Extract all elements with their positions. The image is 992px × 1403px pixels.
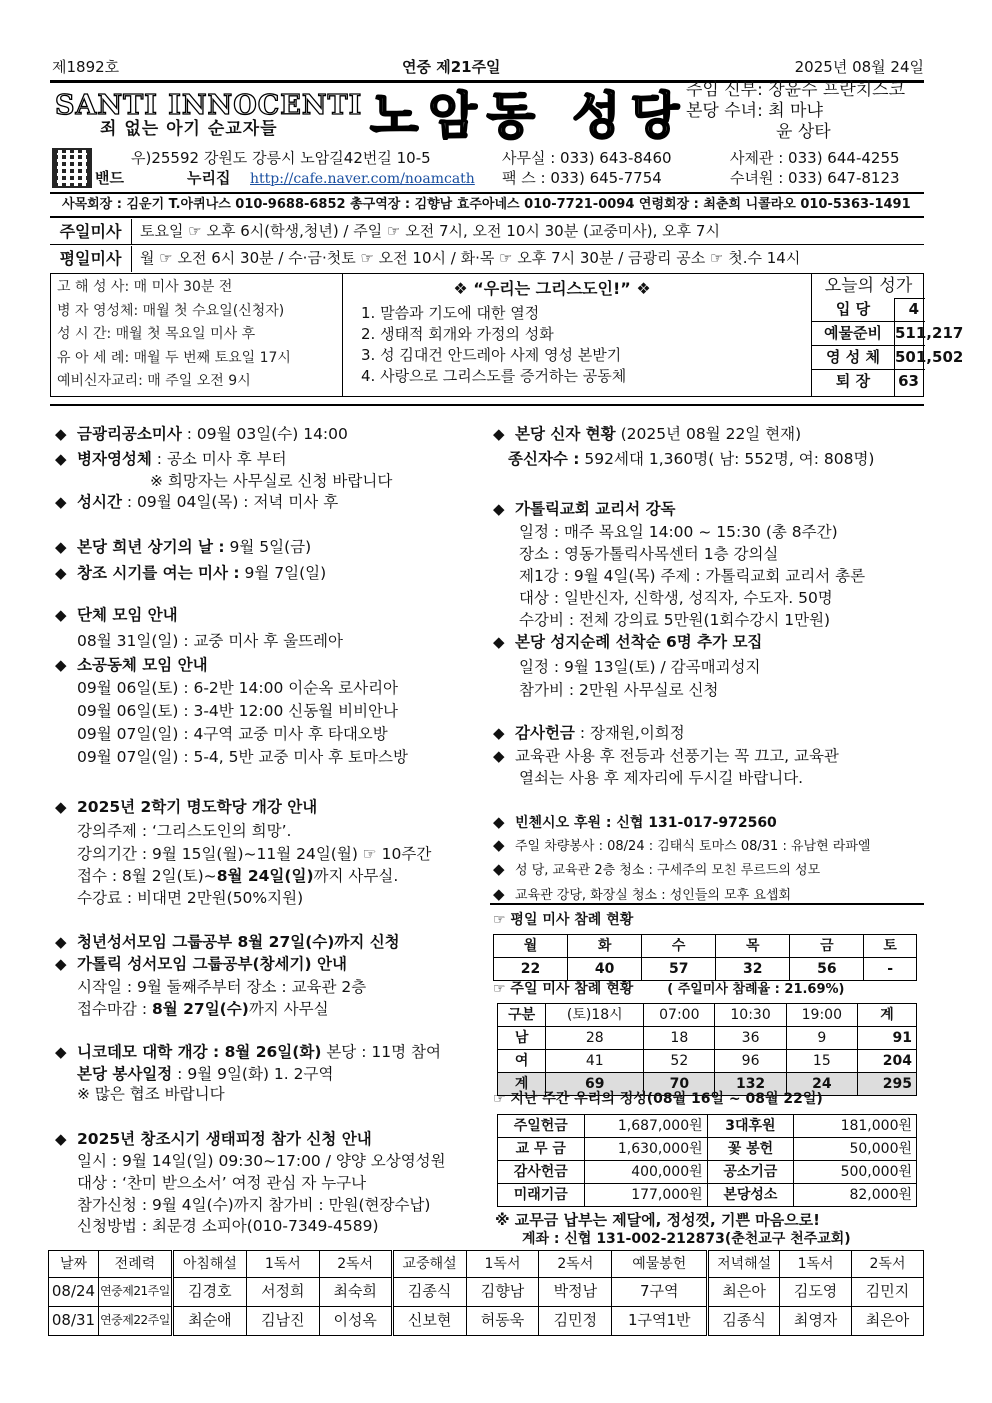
qr-code-icon[interactable] bbox=[52, 148, 92, 188]
notice-title: 가톨릭교회 교리서 강독 bbox=[515, 500, 676, 518]
sacrament-schedule bbox=[51, 274, 343, 396]
table-cell: 181,000원 bbox=[794, 1115, 917, 1138]
table-cell: 최은아 bbox=[852, 1307, 924, 1336]
schedule-line: 고 해 성 사: 매 미사 30분 전 bbox=[57, 279, 233, 295]
table-cell: 김민정 bbox=[539, 1307, 612, 1336]
notice-line: 수강비 : 전체 강의료 5만원(1회수강시 1만원) bbox=[519, 611, 831, 629]
notice-text: 접수마감 : bbox=[77, 1000, 152, 1018]
notice-note: ※ 희망자는 사무실로 신청 바랍니다 bbox=[150, 472, 393, 490]
motto-line: 1. 말씀과 기도에 대한 열정 bbox=[361, 304, 540, 322]
table-cell: 주일헌금 bbox=[498, 1115, 585, 1138]
masthead-top bbox=[52, 58, 924, 80]
hymn-key: 예물준비 bbox=[811, 322, 895, 346]
table-row bbox=[498, 1004, 917, 1027]
table-cell: 이성옥 bbox=[319, 1307, 392, 1336]
table-header: 구분 bbox=[498, 1004, 546, 1027]
table-cell: 7구역 bbox=[612, 1278, 708, 1307]
schedule-line: 예비신자교리: 매 주일 오전 9시 bbox=[57, 373, 251, 389]
table-cell: 여 bbox=[498, 1050, 546, 1073]
diamond-icon: ◆ bbox=[493, 885, 505, 903]
sunday-mass-row bbox=[50, 219, 924, 245]
notice-title: 본당 신자 현황 bbox=[515, 425, 616, 443]
hymn-row bbox=[763, 370, 925, 396]
notice-line: 09월 06일(토) : 6-2반 14:00 이순옥 로사리아 bbox=[77, 679, 399, 697]
table-cell: 15 bbox=[786, 1050, 857, 1073]
hymn-value: 511,217 bbox=[895, 322, 925, 346]
table-row bbox=[498, 1050, 917, 1073]
notice-title: 단체 모임 안내 bbox=[77, 606, 178, 624]
notice-text: 접수 : 8월 2일(토)~ bbox=[77, 867, 217, 885]
notice-line: 열쇠는 사용 후 제자리에 두시길 바랍니다. bbox=[519, 769, 804, 787]
hymn-value: 63 bbox=[898, 372, 919, 390]
pastor-name: 주임 신부: 장윤수 프란치스코 bbox=[686, 80, 906, 100]
schedule-line: 유 아 세 례: 매월 두 번째 토요일 17시 bbox=[57, 349, 291, 366]
table-cell: 최영자 bbox=[780, 1307, 852, 1336]
table-cell: 132 bbox=[715, 1073, 786, 1096]
diamond-icon: ◆ bbox=[493, 500, 505, 518]
table-cell: 9 bbox=[786, 1027, 857, 1050]
table-cell: 1구역1반 bbox=[612, 1307, 708, 1336]
table-cell: 32 bbox=[716, 958, 790, 981]
diamond-icon: ◆ bbox=[493, 724, 505, 742]
notice-text: 성 당, 교육관 2층 청소 : 구세주의 모친 루르드의 성모 bbox=[515, 863, 821, 878]
diamond-icon: ◆ bbox=[55, 1130, 67, 1148]
notice-text: 교육관 사용 후 전등과 선풍기는 꼭 끄고, 교육관 bbox=[515, 747, 839, 765]
table-cell: 박정남 bbox=[539, 1278, 612, 1307]
notice-title: 성시간 bbox=[77, 493, 122, 511]
table-cell: 18 bbox=[644, 1027, 715, 1050]
notice-title: 본당 희년 상기의 날 : bbox=[77, 538, 225, 556]
section-divider bbox=[50, 404, 924, 406]
table-header: 07:00 bbox=[644, 1004, 715, 1027]
homepage-label: 누리집 bbox=[187, 169, 231, 187]
liturgical-week: 연중 제21주일 bbox=[402, 58, 501, 76]
hymn-value: 4 bbox=[895, 298, 925, 322]
table-cell: 미래기금 bbox=[498, 1184, 585, 1207]
homepage-link[interactable]: http://cafe.naver.com/noamcath bbox=[250, 171, 475, 187]
table-cell: 1,630,000원 bbox=[584, 1138, 707, 1161]
table-cell: 177,000원 bbox=[584, 1184, 707, 1207]
convent-tel: 수녀원 : 033) 647-8123 bbox=[730, 169, 900, 187]
table-cell: 김향남 bbox=[466, 1278, 539, 1307]
notice-text: 592세대 1,360명( 남: 552명, 여: 808명) bbox=[579, 450, 875, 468]
weekday-attendance-table bbox=[493, 934, 917, 981]
notice-line bbox=[55, 865, 398, 887]
table-row bbox=[498, 1161, 917, 1184]
motto-title: ❖ “우리는 그리스도인!” ❖ bbox=[453, 279, 651, 298]
notice-title: 창조 시기를 여는 미사 : bbox=[77, 564, 240, 582]
sunday-attendance-table bbox=[497, 1003, 917, 1096]
table-cell: 서정희 bbox=[246, 1278, 319, 1307]
table-cell: 69 bbox=[546, 1073, 644, 1096]
table-cell: 41 bbox=[546, 1050, 644, 1073]
notice-line: 시작일 : 9월 둘째주부터 장소 : 교육관 2층 bbox=[77, 978, 367, 996]
notice-thanks-offering bbox=[493, 722, 685, 744]
notice-title: 병자영성체 bbox=[77, 450, 152, 468]
table-cell: 연중제21주일 bbox=[98, 1278, 172, 1307]
council-contacts: 사목회장 : 김운기 T.아퀴나스 010-9688-6852 총구역장 : 김향남 효주아네스 010-7721-0094 연령회장 : 최춘희 니콜라오 010-5363-1491 bbox=[50, 192, 924, 218]
table-cell: 22 bbox=[494, 958, 568, 981]
table-cell: 57 bbox=[642, 958, 716, 981]
table-cell: 김민지 bbox=[852, 1278, 924, 1307]
hymn-key: 퇴 장 bbox=[811, 370, 895, 396]
finance-table bbox=[497, 1114, 917, 1207]
attendance-rate: ( 주일미사 참례율 : 21.69%) bbox=[667, 982, 845, 997]
notice-line: 신청방법 : 최문경 소피아(010-7349-4589) bbox=[77, 1217, 379, 1235]
diamond-icon: ◆ bbox=[55, 606, 67, 624]
table-cell: 295 bbox=[857, 1073, 916, 1096]
table-cell: 공소기금 bbox=[707, 1161, 794, 1184]
table-cell: 남 bbox=[498, 1027, 546, 1050]
info-box bbox=[50, 273, 964, 397]
finance-title: ☞ 지난 주간 우리의 정성(08월 16일 ~ 08월 22일) bbox=[493, 1091, 823, 1107]
sunday-mass-times: 토요일 ☞ 오후 6시(학생,청년) / 주일 ☞ 오전 7시, 오전 10시 30분 (교중미사), 오후 7시 bbox=[140, 222, 720, 240]
table-cell: 허동욱 bbox=[466, 1307, 539, 1336]
motto-line: 3. 성 김대건 안드레아 사제 영성 본받기 bbox=[361, 346, 622, 364]
diamond-icon: ◆ bbox=[493, 425, 505, 443]
church-title: 노암동 성당 bbox=[370, 87, 689, 145]
table-row bbox=[498, 1027, 917, 1050]
table-header: 1독서 bbox=[246, 1251, 319, 1278]
diamond-icon: ◆ bbox=[55, 538, 67, 556]
notice-value: 본당 : 11명 참여 bbox=[321, 1043, 441, 1061]
nun-name-1: 본당 수녀: 최 마냐 bbox=[686, 101, 823, 121]
notice-bible-group bbox=[55, 953, 347, 975]
band-link[interactable]: 밴드 bbox=[95, 169, 124, 187]
table-cell: 최은아 bbox=[708, 1278, 780, 1307]
notice-line bbox=[508, 448, 874, 470]
hymn-key: 입 당 bbox=[811, 298, 895, 322]
table-cell: 204 bbox=[857, 1050, 916, 1073]
table-header: 날짜 bbox=[49, 1251, 99, 1278]
notice-title: 2025년 2학기 명도학당 개강 안내 bbox=[77, 798, 318, 816]
weekday-mass-row bbox=[50, 246, 924, 272]
diamond-icon: ◆ bbox=[493, 633, 505, 651]
table-cell: 400,000원 bbox=[584, 1161, 707, 1184]
notice-pilgrimage bbox=[493, 631, 762, 653]
logo-subtitle: 죄 없는 아기 순교자들 bbox=[100, 119, 278, 139]
address: 우)25592 강원도 강릉시 노암길42번길 10-5 bbox=[131, 149, 431, 167]
notice-line: 제1강 : 9월 4일(목) 주제 : 가톨릭교회 교리서 총론 bbox=[519, 567, 866, 585]
table-cell: 82,000원 bbox=[794, 1184, 917, 1207]
notice-line: 일정 : 9월 13일(토) / 감곡매괴성지 bbox=[519, 658, 761, 676]
table-cell: 3대후원 bbox=[707, 1115, 794, 1138]
schedule-line: 병 자 영성체: 매월 첫 수요일(신청자) bbox=[57, 302, 285, 319]
table-header: 화 bbox=[568, 935, 642, 958]
notice-parishioners bbox=[493, 423, 801, 445]
table-header: 전례력 bbox=[98, 1251, 172, 1278]
notice-line bbox=[55, 998, 329, 1020]
motto-line: 2. 생태적 회개와 가정의 성화 bbox=[361, 325, 554, 343]
table-cell: 김도영 bbox=[780, 1278, 852, 1307]
table-header: 10:30 bbox=[715, 1004, 786, 1027]
hymn-value: 501,502 bbox=[895, 346, 925, 370]
notice-building-use bbox=[493, 745, 839, 767]
diamond-icon: ◆ bbox=[493, 747, 505, 765]
table-header: (토)18시 bbox=[546, 1004, 644, 1027]
table-header: 2독서 bbox=[319, 1251, 392, 1278]
notice-line: 09월 06일(토) : 3-4반 12:00 신동월 비비안나 bbox=[77, 702, 399, 720]
diamond-icon: ◆ bbox=[493, 860, 505, 878]
rectory-tel: 사제관 : 033) 644-4255 bbox=[730, 149, 900, 167]
table-cell: 계 bbox=[498, 1073, 546, 1096]
table-cell: 52 bbox=[644, 1050, 715, 1073]
notice-holy-hour bbox=[55, 491, 338, 513]
table-cell: 08/31 bbox=[49, 1307, 99, 1336]
notice-car-service bbox=[493, 834, 870, 858]
notice-text-bold: 8월 27일(수) bbox=[151, 1000, 249, 1018]
table-cell: 김남진 bbox=[246, 1307, 319, 1336]
notice-line: 일정 : 매주 목요일 14:00 ~ 15:30 (총 8주간) bbox=[519, 523, 838, 541]
diamond-icon: ◆ bbox=[55, 564, 67, 582]
table-header: 예물봉헌 bbox=[612, 1251, 708, 1278]
notice-nicodemus bbox=[55, 1041, 441, 1063]
contact-row-1 bbox=[95, 149, 925, 169]
notice-text: : 9월 9일(화) 1. 2구역 bbox=[172, 1065, 334, 1083]
diamond-icon: ◆ bbox=[493, 813, 505, 831]
notice-text-bold: 종신자수 : bbox=[508, 450, 580, 468]
hymn-title: 오늘의 성가 bbox=[811, 274, 925, 299]
notice-title: 소공동체 모임 안내 bbox=[77, 656, 208, 674]
notice-value: : 공소 미사 후 부터 bbox=[151, 450, 287, 468]
diamond-icon: ◆ bbox=[55, 450, 67, 468]
notice-title: 본당 성지순례 선착순 6명 추가 모집 bbox=[515, 633, 763, 651]
notice-group-meeting bbox=[55, 604, 178, 626]
table-cell: 본당성소 bbox=[707, 1184, 794, 1207]
notice-line: 09월 07일(일) : 5-4, 5반 교중 미사 후 토마스방 bbox=[77, 748, 408, 766]
notice-youth-bible bbox=[55, 931, 400, 953]
table-header: 1독서 bbox=[780, 1251, 852, 1278]
table-header: 19:00 bbox=[786, 1004, 857, 1027]
diamond-icon: ◆ bbox=[55, 798, 67, 816]
notice-line: 장소 : 영동가톨릭사목센터 1층 강의실 bbox=[519, 545, 779, 563]
table-row bbox=[498, 1115, 917, 1138]
notice-line: 일시 : 9월 14일(일) 09:30~17:00 / 양양 오상영성원 bbox=[77, 1152, 446, 1170]
notice-text: 교육관 강당, 화장실 청소 : 성인들의 모후 요셉회 bbox=[515, 888, 792, 903]
notice-vincent bbox=[493, 811, 777, 834]
table-cell: 최순애 bbox=[172, 1307, 246, 1336]
table-header: 수 bbox=[642, 935, 716, 958]
table-header: 월 bbox=[494, 935, 568, 958]
logo-latin: SANTI INNOCENTI bbox=[55, 90, 363, 121]
table-cell: 70 bbox=[644, 1073, 715, 1096]
table-cell: 24 bbox=[786, 1073, 857, 1096]
diamond-icon: ◆ bbox=[55, 1043, 67, 1061]
notice-line: 참가신청 : 9월 4일(수)까지 참가비 : 만원(현장수납) bbox=[77, 1196, 431, 1214]
contact-row-2 bbox=[95, 169, 925, 189]
table-cell: 신보현 bbox=[392, 1307, 466, 1336]
notice-title: 감사헌금 bbox=[515, 724, 575, 742]
issue-number: 제1892호 bbox=[52, 58, 120, 76]
notice-cleaning-1 bbox=[493, 858, 820, 882]
notice-catechism bbox=[493, 498, 676, 520]
hymn-box bbox=[763, 274, 964, 396]
bulletin-date: 2025년 08월 24일 bbox=[794, 58, 924, 76]
notice-text-bold: 8월 24일(일) bbox=[216, 867, 314, 885]
section-rule bbox=[490, 903, 924, 905]
diamond-icon: ◆ bbox=[55, 656, 67, 674]
notice-title: 청년성서모임 그룹공부 8월 27일(수)까지 신청 bbox=[77, 933, 400, 951]
clergy-list bbox=[686, 80, 905, 143]
table-header: 아침해설 bbox=[172, 1251, 246, 1278]
table-row bbox=[49, 1278, 924, 1307]
table-cell: 꽃 봉헌 bbox=[707, 1138, 794, 1161]
weekday-mass-label: 평일미사 bbox=[50, 246, 132, 272]
table-row bbox=[49, 1307, 924, 1336]
notice-sick-communion bbox=[55, 448, 287, 470]
notice-title: 가톨릭 성서모임 그룹공부(창세기) 안내 bbox=[77, 955, 347, 973]
table-row bbox=[498, 1138, 917, 1161]
weekday-mass-times: 월 ☞ 오전 6시 30분 / 수·금·첫토 ☞ 오전 10시 / 화·목 ☞ 오후 7시 30분 / 금광리 공소 ☞ 첫.수 14시 bbox=[140, 249, 801, 267]
hymn-row bbox=[763, 346, 964, 370]
table-header: 교중해설 bbox=[392, 1251, 466, 1278]
table-cell: 김경호 bbox=[172, 1278, 246, 1307]
table-row bbox=[49, 1251, 924, 1278]
notice-line: ※ 많은 협조 바랍니다 bbox=[77, 1085, 225, 1103]
notice-line: 강의기간 : 9월 15일(월)~11월 24일(월) ☞ 10주간 bbox=[77, 845, 432, 863]
liturgy-roster-table bbox=[48, 1250, 924, 1336]
table-cell: 500,000원 bbox=[794, 1161, 917, 1184]
table-header: 금 bbox=[790, 935, 864, 958]
notice-title: 금광리공소미사 bbox=[77, 425, 182, 443]
table-row bbox=[494, 935, 917, 958]
notice-gongso-mass bbox=[55, 423, 348, 445]
table-header: 저녁해설 bbox=[708, 1251, 780, 1278]
notice-line: 대상 : 일반신자, 신학생, 성직자, 수도자. 50명 bbox=[519, 589, 833, 607]
notice-line: 참가비 : 2만원 사무실로 신청 bbox=[519, 681, 719, 699]
table-cell: 연중제22주일 bbox=[98, 1307, 172, 1336]
diamond-icon: ◆ bbox=[55, 493, 67, 511]
table-cell: 감사헌금 bbox=[498, 1161, 585, 1184]
table-cell: - bbox=[864, 958, 917, 981]
table-header: 2독서 bbox=[852, 1251, 924, 1278]
table-cell: 56 bbox=[790, 958, 864, 981]
diamond-icon: ◆ bbox=[55, 425, 67, 443]
office-tel: 사무실 : 033) 643-8460 bbox=[502, 149, 672, 167]
schedule-line: 성 시 간: 매월 첫 목요일 미사 후 bbox=[57, 326, 256, 342]
notice-value: : 장재원,이희정 bbox=[574, 724, 685, 742]
notice-title: 빈첸시오 후원 : 신협 131-017-972560 bbox=[515, 815, 777, 831]
notice-text: 까지 사무실 bbox=[248, 1000, 329, 1018]
table-cell: 김종식 bbox=[392, 1278, 466, 1307]
table-cell: 91 bbox=[857, 1027, 916, 1050]
notice-line: 대상 : ‘찬미 받으소서’ 여정 관심 자 누구나 bbox=[77, 1174, 367, 1192]
notice-value: 9월 7일(일) bbox=[239, 564, 327, 582]
notice-small-community bbox=[55, 654, 208, 676]
nun-name-2: 윤 상타 bbox=[776, 122, 831, 142]
notice-myeongdo-school bbox=[55, 796, 317, 818]
notice-text: 까지 사무실. bbox=[313, 867, 399, 885]
table-cell: 36 bbox=[715, 1027, 786, 1050]
motto-line: 4. 사랑으로 그리스도를 증거하는 공동체 bbox=[361, 367, 627, 385]
weekday-attendance-title: ☞ 평일 미사 참례 현황 bbox=[493, 912, 634, 928]
parish-motto bbox=[343, 274, 761, 396]
table-header: 1독서 bbox=[466, 1251, 539, 1278]
notice-jubilee-day bbox=[55, 536, 311, 558]
table-cell: 50,000원 bbox=[794, 1138, 917, 1161]
fax-number: 팩 스 : 033) 645-7754 bbox=[502, 169, 662, 187]
sunday-attendance-label: ☞ 주일 미사 참례 현황 bbox=[493, 981, 634, 997]
table-cell: 96 bbox=[715, 1050, 786, 1073]
notice-line: 강의주제 : ‘그리스도인의 희망’. bbox=[77, 822, 292, 840]
table-row bbox=[498, 1184, 917, 1207]
sunday-mass-label: 주일미사 bbox=[50, 219, 132, 244]
table-cell: 1,687,000원 bbox=[584, 1115, 707, 1138]
hymn-row bbox=[763, 298, 925, 322]
bank-account: 계좌 : 신협 131-002-212873(춘천교구 천주교회) bbox=[522, 1231, 851, 1247]
notice-value: (2025년 08월 22일 현재) bbox=[615, 425, 802, 443]
hymn-key: 영 성 체 bbox=[811, 346, 895, 370]
notice-text-bold: 본당 봉사일정 bbox=[77, 1065, 173, 1083]
table-header: 목 bbox=[716, 935, 790, 958]
notice-text: 주일 차량봉사 : 08/24 : 김태식 토마스 08/31 : 유남현 라파엘 bbox=[515, 839, 871, 854]
notice-creation-mass bbox=[55, 562, 326, 584]
table-header: 토 bbox=[864, 935, 917, 958]
notice-value: 9월 5일(금) bbox=[224, 538, 312, 556]
notice-line: 수강료 : 비대면 2만원(50%지원) bbox=[77, 889, 304, 907]
diamond-icon: ◆ bbox=[55, 933, 67, 951]
table-cell: 최숙희 bbox=[319, 1278, 392, 1307]
tithe-note: ※ 교무금 납부는 제달에, 정성껏, 기쁜 마음으로! bbox=[495, 1211, 820, 1229]
notice-value: : 09월 03일(수) 14:00 bbox=[181, 425, 348, 443]
table-cell: 40 bbox=[568, 958, 642, 981]
notice-eco-retreat bbox=[55, 1128, 372, 1150]
table-cell: 08/24 bbox=[49, 1278, 99, 1307]
sunday-attendance-title bbox=[493, 978, 845, 1001]
notice-line bbox=[55, 1063, 333, 1085]
table-cell: 교 무 금 bbox=[498, 1138, 585, 1161]
diamond-icon: ◆ bbox=[55, 955, 67, 973]
table-header: 2독서 bbox=[539, 1251, 612, 1278]
table-cell: 28 bbox=[546, 1027, 644, 1050]
hymn-row bbox=[763, 322, 964, 346]
diamond-icon: ◆ bbox=[493, 836, 505, 854]
table-header: 계 bbox=[857, 1004, 916, 1027]
notice-line: 08월 31일(일) : 교중 미사 후 울뜨레아 bbox=[77, 632, 344, 650]
table-cell: 김종식 bbox=[708, 1307, 780, 1336]
notice-line: 09월 07일(일) : 4구역 교중 미사 후 타대오방 bbox=[77, 725, 388, 743]
notice-title: 2025년 창조시기 생태피정 참가 신청 안내 bbox=[77, 1130, 372, 1148]
notice-title: 니코데모 대학 개강 : 8월 26일(화) bbox=[77, 1043, 322, 1061]
notice-value: : 09월 04일(목) : 저녁 미사 후 bbox=[121, 493, 339, 511]
